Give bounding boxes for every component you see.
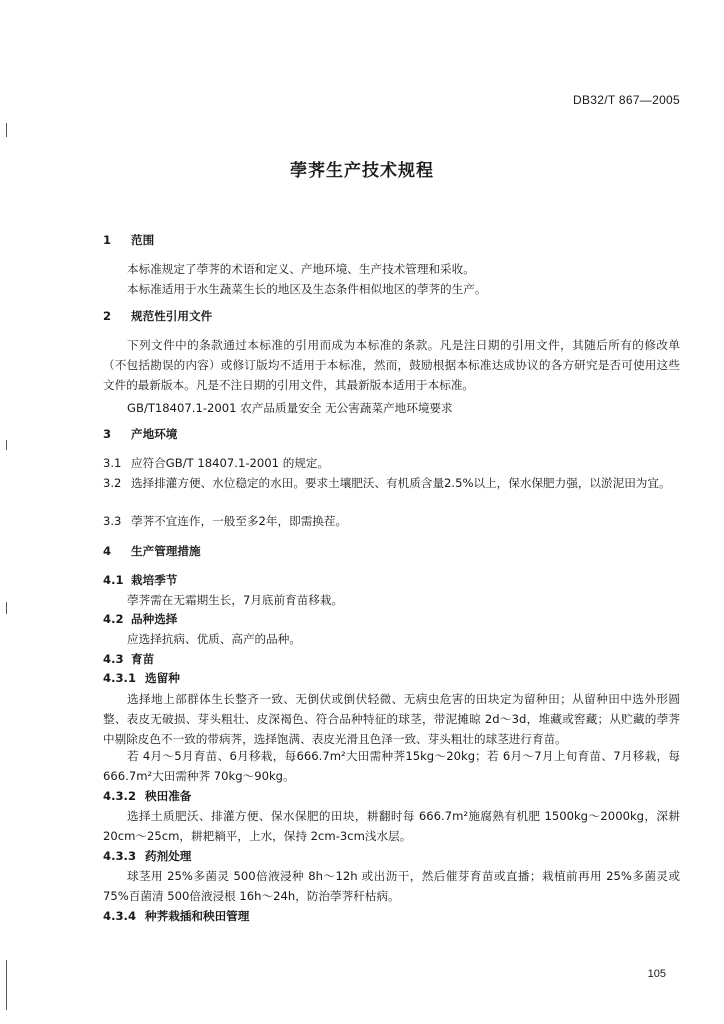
paragraph: 若 4月～5月育苗、6月移栽，每666.7m²大田需种荠15kg～20kg；若 6月～7月上旬育苗、7月移栽，每666.7m²大田需种荠 70kg～90kg。 — [103, 749, 680, 783]
subsection-heading: 4.3.1 选留种 — [103, 671, 180, 685]
clause-item: 3.3 荸荠不宜连作，一般至多2年，即需换茬。 — [103, 514, 348, 528]
subsection-heading: 4.2 品种选择 — [103, 612, 178, 626]
document-code: DB32/T 867—2005 — [572, 93, 680, 107]
page-title: 荸荠生产技术规程 — [290, 161, 434, 181]
section-heading: 4 生产管理措施 — [103, 544, 201, 558]
paragraph: 应选择抗病、优质、高产的品种。 — [127, 632, 301, 646]
paragraph: 选择土质肥沃、排灌方便、保水保肥的田块，耕翻时每 666.7m²施腐熟有机肥 1500kg～2000kg，深耕 20cm～25cm，耕耙耥平，上水，保持 2cm-3cm浅水层。 — [103, 809, 680, 843]
scan-edge-mark — [6, 123, 7, 137]
paragraph: 本标准适用于水生蔬菜生长的地区及生态条件相似地区的荸荠的生产。 — [127, 282, 487, 296]
paragraph: 本标准规定了荸荠的术语和定义、产地环境、生产技术管理和采收。 — [127, 262, 475, 276]
subsection-heading: 4.3.3 药剂处理 — [103, 849, 192, 863]
section-heading: 1 范围 — [103, 233, 155, 247]
section-heading: 2 规范性引用文件 — [103, 309, 213, 323]
paragraph: 球茎用 25%多菌灵 500倍液浸种 8h～12h 或出沥干，然后催芽育苗或直播；栽植前再用 25%多菌灵或 75%百菌清 500倍液浸根 16h～24h，防治荸荠秆枯病。 — [103, 869, 680, 903]
section-heading: 3 产地环境 — [103, 427, 178, 441]
paragraph: 下列文件中的条款通过本标准的引用而成为本标准的条款。凡是注日期的引用文件，其随后所有的修改单（不包括勘误的内容）或修订版均不适用于本标准，然而，鼓励根据本标准达成协议的各方研究是否可使用这些文件的最新版本。凡是不注日期的引用文件，其最新版本适用于本标准。 — [103, 338, 680, 392]
reference-item: GB/T18407.1-2001 农产品质量安全 无公害蔬菜产地环境要求 — [127, 401, 453, 415]
clause-item: 3.1 应符合GB/T 18407.1-2001 的规定。 — [103, 456, 330, 470]
subsection-heading: 4.1 栽培季节 — [103, 573, 178, 587]
paragraph: 选择地上部群体生长整齐一致、无倒伏或倒伏轻微、无病虫危害的田块定为留种田；从留种田中选外形圆整、表皮无破损、芽头粗壮、皮深褐色、符合品种特征的球茎，带泥摊晾 2d～3d，堆藏或窖藏；从贮藏的荸荠中剔除皮色不一致的带病荠，选择饱满、表皮光滑且色泽一致、芽头粗壮的球茎进行育苗。 — [103, 692, 680, 746]
scan-edge-mark — [6, 960, 7, 1010]
clause-item: 3.2 选择排灌方便、水位稳定的水田。要求土壤肥沃、有机质含量2.5%以上，保水保肥力强，以淤泥田为宜。 — [103, 476, 671, 490]
page-number: 105 — [647, 968, 666, 980]
scan-edge-mark — [6, 440, 7, 450]
subsection-heading: 4.3.2 秧田准备 — [103, 789, 192, 803]
scan-edge-mark — [6, 602, 7, 614]
subsection-heading: 4.3.4 种荠栽插和秧田管理 — [103, 909, 250, 923]
paragraph: 荸荠需在无霜期生长，7月底前育苗移栽。 — [127, 593, 344, 607]
subsection-heading: 4.3 育苗 — [103, 652, 155, 666]
